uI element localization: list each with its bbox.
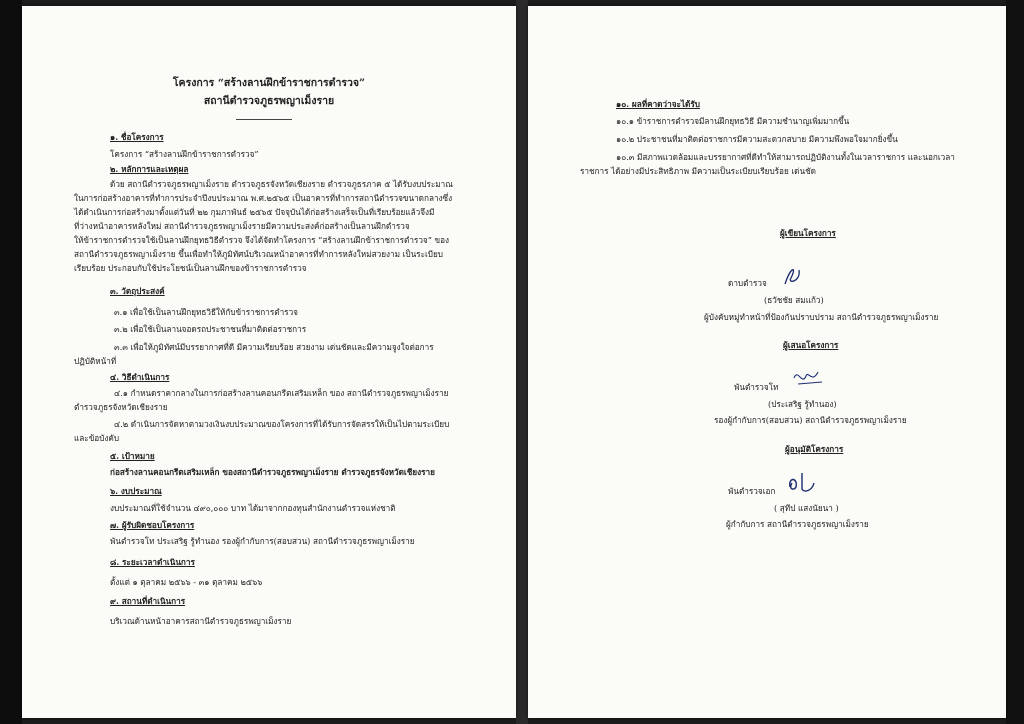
section-3-line: ๓.๒ เพื่อใช้เป็นลานจอดรถประชาชนที่มาติดต่อราชการ [114,324,307,334]
section-4-line: และข้อบังคับ [74,433,120,443]
section-4-heading: ๔. วิธีดำเนินการ [110,372,170,382]
section-7-body: พันตำรวจโท ประเสริฐ รู้ทำนอง รองผู้กำกับการ(สอบสวน) สถานีตำรวจภูธรพญาเม็งราย [110,536,415,546]
section-2-line: ในการก่อสร้างอาคารที่ทำการประจำปีงบประมาณ พ.ศ.๒๕๖๕ เป็นอาคารที่ทำการสถานีตำรวจขนาดกลางซึ่ง [74,193,453,203]
proposer-rank: พันตำรวจโท [734,382,779,392]
proposer-position: รองผู้กำกับการ(สอบสวน) สถานีตำรวจภูธรพญาเม็งราย [714,415,907,425]
scan-edge-left [0,0,22,724]
section-4-line: ๔.๑ กำหนดราคากลางในการก่อสร้างลานคอนกรีตเสริมเหล็ก ของ สถานีตำรวจภูธรพญาเม็งราย [114,388,449,398]
section-8-body: ตั้งแต่ ๑ ตุลาคม ๒๕๖๖ - ๓๑ ตุลาคม ๒๕๖๖ [110,577,263,587]
section-4-line: ๔.๒ ดำเนินการจัดหาตามวงเงินงบประมาณของโครงการที่ได้รับการจัดสรรให้เป็นไปตามระเบียบ [114,419,450,429]
section-10-line: ๑๐.๑ ข้าราชการตำรวจมีลานฝึกยุทธวิธี มีความชำนาญเพิ่มมากขึ้น [616,116,850,126]
section-2-heading: ๒. หลักการและเหตุผล [110,164,189,174]
approver-name: ( สุทีป แสงนัยนา ) [774,503,839,513]
section-3-line: ปฏิบัติหน้าที่ [74,356,117,366]
section-2-line: เรียบร้อย ประกอบกับใช้ประโยชน์เป็นลานฝึกของข้าราชการตำรวจ [74,263,307,273]
writer-name: (ธวัชชัย สมแก้ว) [764,295,824,305]
proposer-signature [788,364,828,390]
section-9-heading: ๙. สถานที่ดำเนินการ [110,596,186,606]
section-10-line: ๑๐.๒ ประชาชนที่มาติดต่อราชการมีความสะดวกสบาย มีความพึงพอใจมากยิ่งขึ้น [616,134,898,144]
section-1-heading: ๑. ชื่อโครงการ [110,132,164,142]
approver-position: ผู้กำกับการ สถานีตำรวจภูธรพญาเม็งราย [726,519,869,529]
section-3-line: ๓.๓ เพื่อให้ภูมิทัศน์มีบรรยากาศที่ดี มีความเรียบร้อย สวยงาม เด่นชัดและมีความจูงใจต่อการ [114,342,434,352]
section-6-heading: ๖. งบประมาณ [110,486,162,496]
proposer-name: (ประเสริฐ รู้ทำนอง) [768,399,837,409]
section-3-heading: ๓. วัตถุประสงค์ [110,286,165,296]
section-8-heading: ๘. ระยะเวลาดำเนินการ [110,557,195,567]
title-underline [236,119,292,120]
scan-edge-right [1006,0,1024,724]
right-page [528,6,1006,718]
approver-heading: ผู้อนุมัติโครงการ [785,444,844,454]
section-2-line: ให้ข้าราชการตำรวจใช้เป็นลานฝึกยุทธวิธีตำรวจ จึงได้จัดทำโครงการ “สร้างลานฝึกข้าราชการตำรวจ” ของ [74,235,450,245]
writer-signature [773,264,809,288]
section-1-body: โครงการ “สร้างลานฝึกข้าราชการตำรวจ” [110,149,259,159]
writer-position: ผู้บังคับหมู่ทำหน้าที่ป้องกันปราบปราม สถานีตำรวจภูธรพญาเม็งราย [704,312,939,322]
section-5-body: ก่อสร้างลานคอนกรีตเสริมเหล็ก ของสถานีตำรวจภูธรพญาเม็งราย ตำรวจภูธรจังหวัดเชียงราย [110,467,435,477]
page-gutter [516,0,528,724]
section-10-line: ราชการ ได้อย่างมีประสิทธิภาพ มีความเป็นระเบียบเรียบร้อย เด่นชัด [580,166,816,176]
document-title: โครงการ “สร้างลานฝึกข้าราชการตำรวจ” [172,77,366,89]
section-6-body: งบประมาณที่ใช้จำนวน ๔๙๐,๐๐๐ บาท ได้มาจากกองทุนสำนักงานตำรวจแห่งชาติ [110,503,396,513]
left-page [22,6,516,718]
section-10-line: ๑๐.๓ มีสภาพแวดล้อมและบรรยากาศที่ดีทำให้สามารถปฏิบัติงานทั้งในเวลาราชการ และนอกเวลา [616,152,955,162]
section-3-line: ๓.๑ เพื่อใช้เป็นลานฝึกยุทธวิธีให้กับข้าราชการตำรวจ [114,307,298,317]
proposer-heading: ผู้เสนอโครงการ [783,340,839,350]
writer-heading: ผู้เขียนโครงการ [780,228,836,238]
section-4-line: ตำรวจภูธรจังหวัดเชียงราย [74,402,168,412]
section-2-line: สถานีตำรวจภูธรพญาเม็งราย ขึ้นเพื่อทำให้ภูมิทัศน์บริเวณหน้าอาคารที่ทำการหลังใหม่สวยงาม เป็นระเบียบ [74,249,443,259]
section-7-heading: ๗. ผู้รับผิดชอบโครงการ [110,520,195,530]
section-2-line: ที่ว่างหน้าอาคารหลังใหม่ สถานีตำรวจภูธรพญาเม็งรายมีความประสงค์ก่อสร้างเป็นลานฝึกตำรวจ [74,221,410,231]
approver-signature [784,469,818,495]
section-5-heading: ๕. เป้าหมาย [110,451,155,461]
section-2-line: ได้ดำเนินการก่อสร้างมาตั้งแต่วันที่ ๒๒ กุมภาพันธ์ ๒๕๖๕ ปัจจุบันได้ก่อสร้างเสร็จเป็นที่เรียบร้อยแล้วจึงมี [74,207,435,217]
section-10-heading: ๑๐. ผลที่คาดว่าจะได้รับ [616,99,700,109]
writer-rank: ดาบตำรวจ [728,278,767,288]
section-2-line: ด้วย สถานีตำรวจภูธรพญาเม็งราย ตำรวจภูธรจังหวัดเชียงราย ตำรวจภูธรภาค ๕ ได้รับงบประมาณ [110,179,453,189]
section-9-body: บริเวณด้านหน้าอาคารสถานีตำรวจภูธรพญาเม็งราย [110,616,292,626]
document-subtitle: สถานีตำรวจภูธรพญาเม็งราย [203,95,335,107]
approver-rank: พันตำรวจเอก [728,486,776,496]
